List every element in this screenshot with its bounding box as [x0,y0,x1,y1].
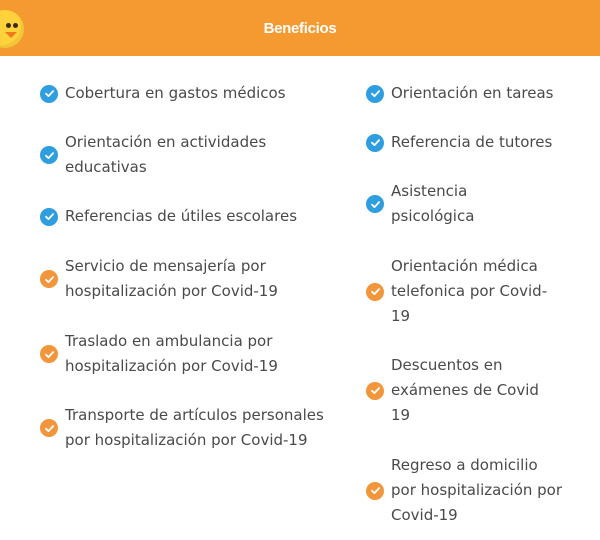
benefit-item [40,130,300,180]
chick-mascot-icon [0,10,24,48]
benefit-label: Regreso a domicilio por hospitalización por Covid-19 [391,456,563,524]
check-circle-icon [366,85,384,103]
benefit-label: Descuentos en exámenes de Covid 19 [391,356,539,424]
benefit-item [40,204,340,229]
check-circle-icon [40,419,58,437]
benefit-label: Transporte de artículos personales por hospitalización por Covid-19 [65,406,324,449]
benefit-label: Traslado en ambulancia por hospitalización por Covid-19 [65,332,278,375]
benefit-label: Orientación en tareas [391,84,554,102]
check-circle-icon [40,208,58,226]
benefit-label: Orientación en actividades educativas [65,133,267,176]
benefit-item [366,453,566,528]
benefit-item [366,353,561,428]
benefit-item [366,254,566,329]
check-circle-icon [366,134,384,152]
benefit-label: Cobertura en gastos médicos [65,84,286,102]
benefit-label: Servicio de mensajería por hospitalización por Covid-19 [65,257,278,300]
benefit-item [40,403,345,453]
header-title: Beneficios [263,19,337,37]
benefit-item [40,329,310,379]
benefit-item [366,81,591,106]
check-circle-icon [40,146,58,164]
check-circle-icon [366,283,384,301]
check-circle-icon [366,482,384,500]
benefit-label: Asistencia psicológica [391,182,475,225]
benefit-item [40,81,340,106]
check-circle-icon [366,195,384,213]
benefit-item [366,130,591,155]
benefit-item [366,179,496,229]
check-circle-icon [40,345,58,363]
check-circle-icon [366,382,384,400]
benefit-item [40,254,310,304]
check-circle-icon [40,270,58,288]
check-circle-icon [40,85,58,103]
benefit-label: Referencias de útiles escolares [65,207,298,225]
benefit-label: Orientación médica telefonica por Covid-19 [391,257,548,325]
benefit-label: Referencia de tutores [391,133,553,151]
benefits-header [0,0,600,56]
